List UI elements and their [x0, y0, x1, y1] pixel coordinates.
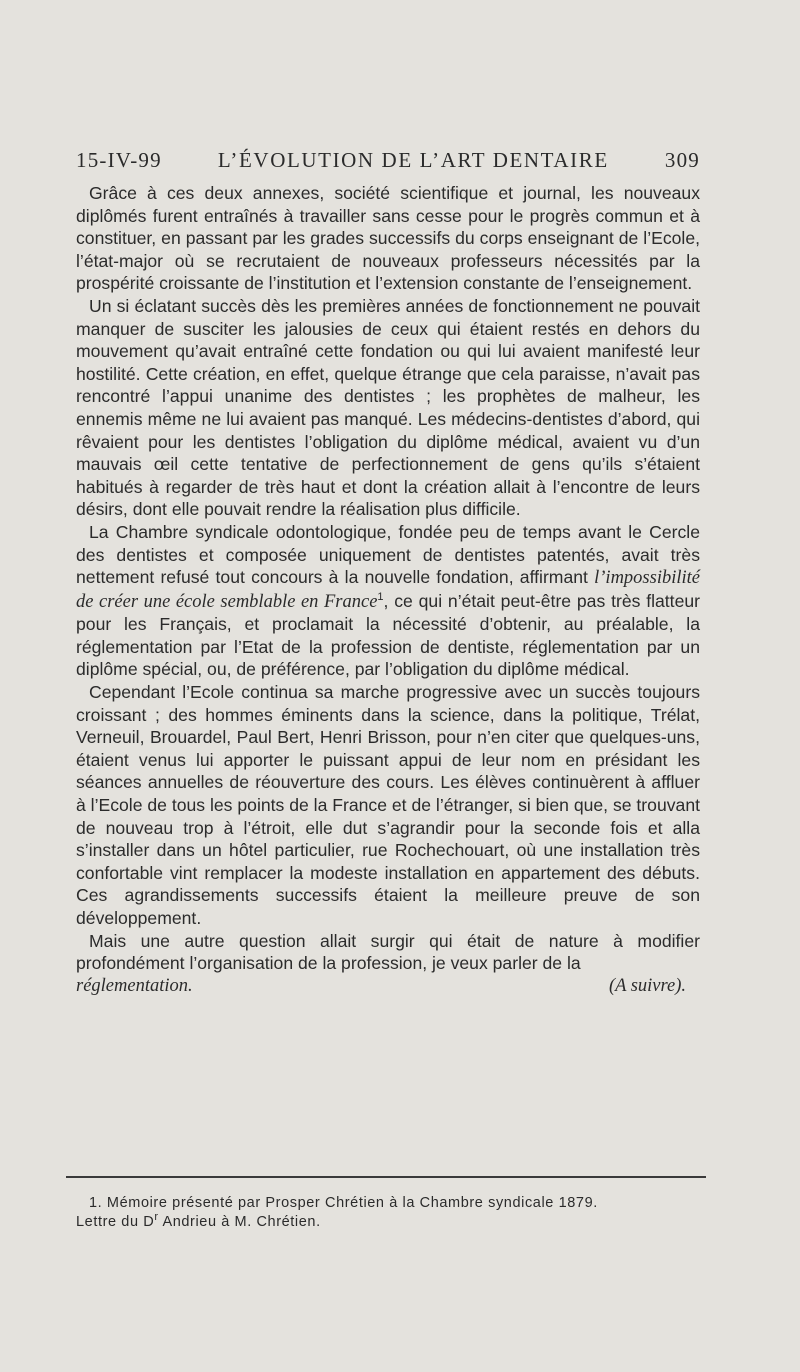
footnote — [76, 1194, 700, 1232]
footnote-divider — [66, 1176, 706, 1178]
paragraph-1: Grâce à ces deux annexes, société scientifique et journal, les nouveaux diplômés furent entraînés à travailler sans cesse pour le progrès commun et à constituer, en passant par les grades successifs du corps enseignant de l’Ecole, l’état-major où se recrutaient de nouveaux professeurs nécessités par la prospérité croissante de l’institution et l’extension constante de l’enseignement. — [76, 183, 700, 294]
to-be-continued: (A suivre). — [608, 975, 686, 996]
footnote-line-1: 1. Mémoire présenté par Prosper Chrétien à la Chambre syndicale 1879. — [89, 1195, 598, 1211]
footnote-line-2 — [76, 1213, 700, 1232]
header-title: L’ÉVOLUTION DE L’ART DENTAIRE — [217, 148, 609, 172]
header-date: 15-IV-99 — [76, 148, 162, 172]
footnote-line-2-a: Lettre du D — [76, 1214, 155, 1230]
footnote-reference: 1 — [377, 590, 384, 603]
page-number: 309 — [664, 148, 700, 172]
paragraph-3 — [76, 521, 700, 681]
footnote-superscript: r — [154, 1211, 159, 1224]
paragraph-3-text-a: La Chambre syndicale odontologique, fondée peu de temps avant le Cercle des dentistes et composée uniquement de dentistes patentés, avait très nettement refusé tout concours à la nouvelle fondation, affirmant — [76, 521, 700, 588]
paragraph-5-text: Mais une autre question allait surgir qui était de nature à modifier profondément l’organisation de la profession, je veux parler de la — [76, 930, 700, 974]
paragraph-5 — [76, 930, 700, 975]
paragraph-3-italic: l’impossibilité de créer une école semblable en France — [76, 568, 700, 612]
footnote-line-2-b: Andrieu à M. Chrétien. — [158, 1214, 321, 1230]
paragraph-2: Un si éclatant succès dès les premières années de fonctionnement ne pouvait manquer de susciter les jalousies de ceux qui étaient restés en dehors du mouvement qu’avait entraîné cette fondation ou qui lui avaient manifesté leur hostilité. Cette création, en effet, quelque étrange que cela paraisse, n’avait pas rencontré l’appui unanime des dentistes ; les prophètes de malheur, les ennemis même ne lui avaient pas manqué. Les médecins-dentistes d’abord, qui rêvaient pour les dentistes l’obligation du diplôme médical, avaient vu d’un mauvais œil cette tentative de perfectionnement de gens qu’ils s’étaient habitués à regarder de très haut et dont la création allait à l’encontre de leurs désirs, dont elle pouvait rendre la réalisation plus difficile. — [76, 295, 700, 520]
running-header — [76, 148, 700, 173]
body-text — [76, 182, 700, 997]
paragraph-3-text-b: , ce qui n’était peut-être pas très flatteur pour les Français, et proclamait la nécessité d’obtenir, au préalable, la réglementation par l’Etat de la profession de dentiste, réglementation par un diplôme spécial, ou, de préférence, par l’obligation du diplôme médical. — [76, 590, 700, 680]
paragraph-4: Cependant l’Ecole continua sa marche progressive avec un succès toujours croissant ; des hommes éminents dans la science, dans la politique, Trélat, Verneuil, Brouardel, Paul Bert, Henri Brisson, pour n’en citer que quelques-uns, étaient venus lui apporter le puissant appui de leur nom en présidant les séances annuelles de réouverture des cours. Les élèves continuèrent à affluer à l’Ecole de tous les points de la France et de l’étranger, si bien que, se trouvant de nouveau trop à l’étroit, elle dut s’agrandir pour la seconde fois et alla s’installer dans un hôtel particulier, rue Rochechouart, où une installation très confortable vint remplacer la modeste installation en appartement des débuts. Ces agrandissements successifs étaient la meilleure preuve de son développement. — [76, 682, 700, 928]
paragraph-5-italic-end: réglementation. — [76, 975, 193, 996]
closing-line — [76, 975, 700, 998]
